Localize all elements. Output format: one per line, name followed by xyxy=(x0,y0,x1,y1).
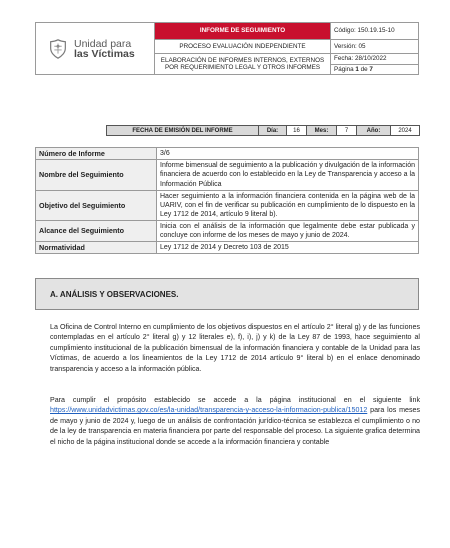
procedure-name: ELABORACIÓN DE INFORMES INTERNOS, EXTERNOS POR REQUERIMIENTO LEGAL Y OTROS INFORMES xyxy=(155,54,331,75)
info-value: Hacer seguimiento a la información financiera contenida en la página web de la UARIV, con el fin de verificar su publicación en cumplimiento de lo dispuesto en la Ley 1712 de 2014, artículo 9 literal b). xyxy=(157,190,419,220)
logo-line-2: las Víctimas xyxy=(74,47,135,60)
date-page-cell xyxy=(331,54,419,75)
info-value: Informe bimensual de seguimiento a la publicación y divulgación de la información financiera de acuerdo con lo establecido en la Ley de Transparencia y acceso a la Información Pública xyxy=(157,160,419,190)
info-row xyxy=(36,160,419,190)
year-label: Año: xyxy=(357,126,391,136)
emission-date-row xyxy=(106,125,420,136)
body-paragraph-2: Para cumplir el propósito establecido se accede a la página institucional en el siguiente link https://www.unidadvictimas.gov.co/es/la-unidad/transparencia-y-acceso-la-informacion-publica/15012 para los meses de mayo y junio de 2024 y, luego de un análisis de confrontación jurídico-técnica se establezca el cumplimiento o no de la ley de transparencia en materia financiera por parte del responsable del proceso. La siguiente grafica determina el nicho de la página institucional donde se accede a la información financiera y contable xyxy=(50,396,420,446)
coat-of-arms-icon xyxy=(47,38,69,60)
logo-line-1: Unidad para xyxy=(74,37,132,50)
transparency-link[interactable]: https://www.unidadvictimas.gov.co/es/la-unidad/transparencia-y-acceso-la-informacion-publica/15012 xyxy=(50,406,368,415)
info-label: Número de Informe xyxy=(36,148,157,160)
logo-wordmark xyxy=(74,39,135,59)
logo-cell xyxy=(36,23,155,75)
section-heading xyxy=(35,278,419,310)
info-value: Inicia con el análisis de la información que legalmente debe estar publicada y concluye con informe de los meses de mayo y junio de 2024. xyxy=(157,220,419,241)
day-value: 16 xyxy=(287,126,307,136)
section-title: A. ANÁLISIS Y OBSERVACIONES. xyxy=(50,289,179,299)
info-label: Nombre del Seguimiento xyxy=(36,160,157,190)
doc-code: Código: 150.19.15-10 xyxy=(331,23,419,40)
day-label: Día: xyxy=(259,126,287,136)
year-value: 2024 xyxy=(391,126,420,136)
info-row xyxy=(36,148,419,160)
info-row xyxy=(36,220,419,241)
month-label: Mes: xyxy=(307,126,337,136)
document-header xyxy=(35,22,419,75)
info-value: Ley 1712 de 2014 y Decreto 103 de 2015 xyxy=(157,242,419,254)
report-title: INFORME DE SEGUIMIENTO xyxy=(155,23,331,40)
info-row xyxy=(36,242,419,254)
doc-version: Versión: 05 xyxy=(331,40,419,54)
logo xyxy=(39,38,151,60)
page-indicator: Página 1 de 7 xyxy=(334,65,373,73)
process-name: PROCESO EVALUACIÓN INDEPENDIENTE xyxy=(155,40,331,54)
info-label: Objetivo del Seguimiento xyxy=(36,190,157,220)
emission-label: FECHA DE EMISIÓN DEL INFORME xyxy=(107,126,259,136)
report-info-table xyxy=(35,147,419,254)
info-label: Alcance del Seguimiento xyxy=(36,220,157,241)
doc-date: Fecha: 28/10/2022 xyxy=(331,54,418,65)
month-value: 7 xyxy=(337,126,357,136)
info-row xyxy=(36,190,419,220)
info-value: 3/6 xyxy=(157,148,419,160)
info-label: Normatividad xyxy=(36,242,157,254)
body-paragraph-1: La Oficina de Control Interno en cumplimiento de los objetivos dispuestos en el artículo 2° literal g) y de las funciones contempladas en el artículo 2° literal g) y 12 literales e), f), i), j) y k) de la Ley 87 de 1993, hace seguimiento al cumplimiento institucional de la publicación bimensual de la información financiera y contable de la Unidad para las Víctimas, de acuerdo a los lineamientos de la Ley 1712 de 2014 artículo 9° literal b) en el enlace denominado transparencia y acceso a la información pública. xyxy=(50,323,420,373)
